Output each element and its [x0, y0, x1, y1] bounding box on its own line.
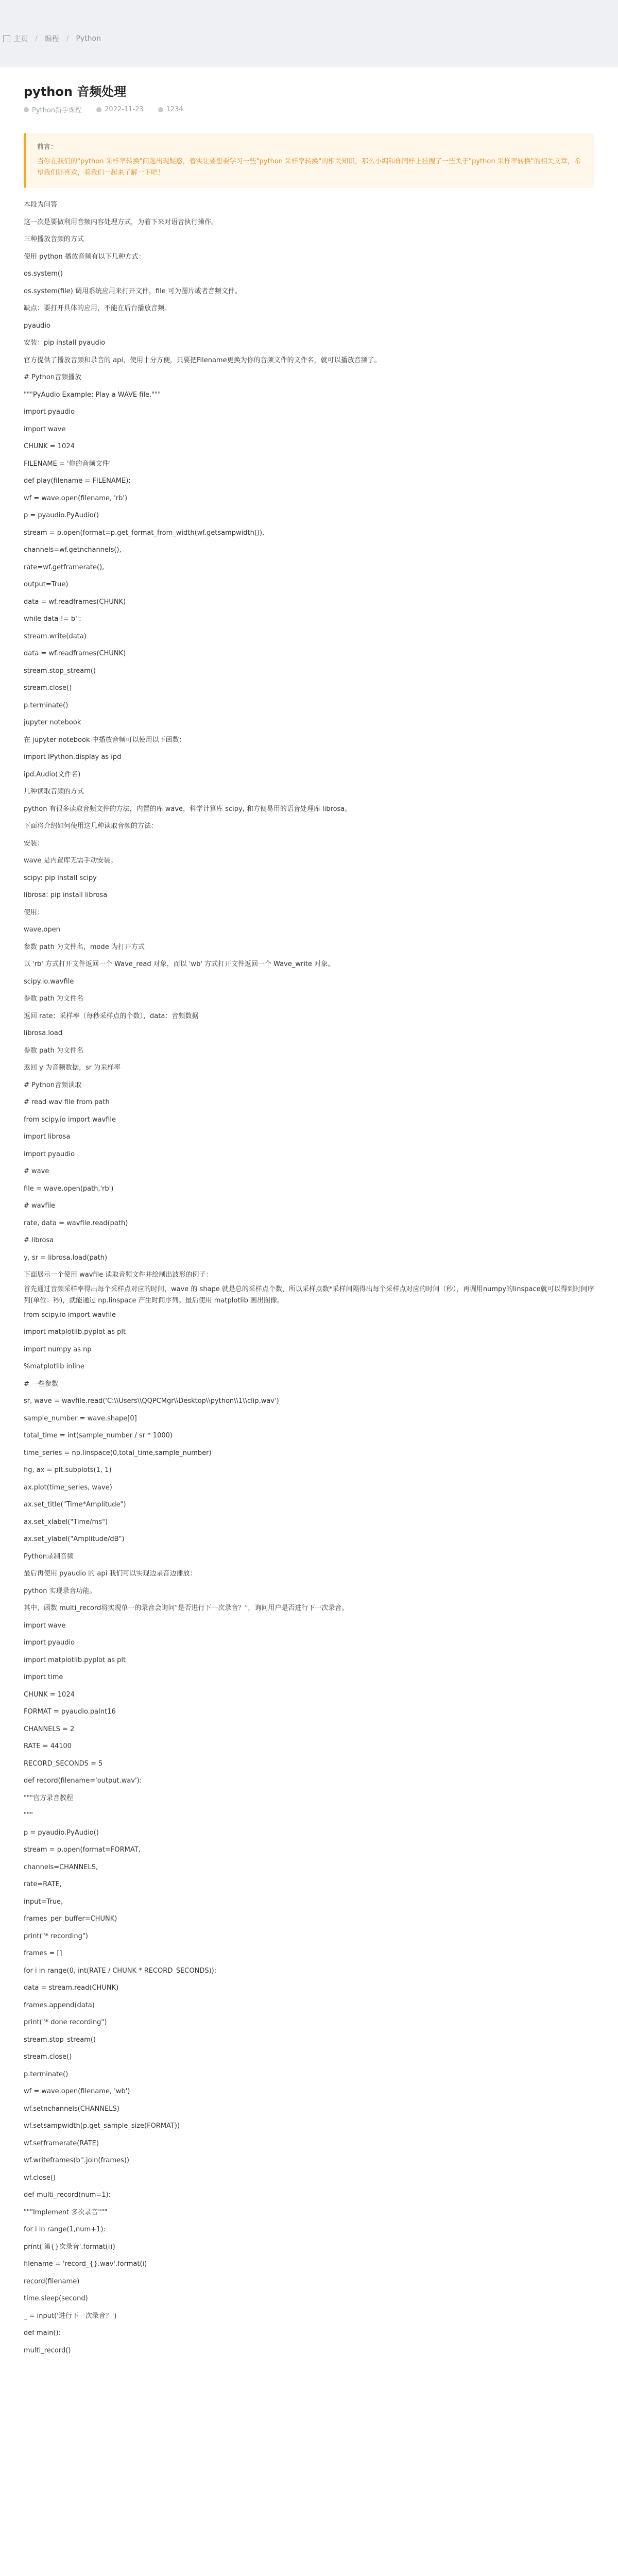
- content-line: time.sleep(second): [24, 2295, 88, 2302]
- content-line: import pyaudio: [24, 1639, 75, 1647]
- content-line: wf.close(): [24, 2174, 56, 2182]
- content-line: ax.set_xlabel("Time/ms"): [24, 1518, 108, 1526]
- content-line: stream.write(data): [24, 632, 87, 640]
- content-line: y, sr = librosa.load(path): [24, 1253, 108, 1262]
- content-line: 缺点：要打开具体的应用，不能在后台播放音频。: [24, 304, 171, 312]
- content-line: 三种播放音频的方式: [24, 235, 84, 243]
- content-line: wf.setsampwidth(p.get_sample_size(FORMAT)): [24, 2122, 180, 2130]
- content-line: print('第{}次录音'.format(i)): [24, 2243, 115, 2251]
- view-count: 1234: [166, 106, 183, 113]
- content-line: stream = p.open(format=p.get_format_from_width(wf.getsampwidth()),: [24, 529, 265, 537]
- content-line: 下面将介绍如何使用这几种读取音频的方法：: [24, 822, 158, 830]
- user-icon: [24, 107, 29, 112]
- content-line: def record(filename='output.wav'):: [24, 1777, 142, 1785]
- content-line: sr, wave = wavfile.read('C:\\Users\\QQPCMgr\\Desktop\\python\\1\\clip.wav'): [24, 1397, 279, 1405]
- content-line: rate, data = wavfile.read(path): [24, 1219, 128, 1227]
- content-line: 安装：: [24, 839, 44, 848]
- content-line: 安装：pip install pyaudio: [24, 339, 106, 347]
- content-line: def multi_record(num=1):: [24, 2191, 111, 2199]
- clock-icon: [96, 107, 101, 112]
- content-line: rate=wf.getframerate(),: [24, 563, 105, 571]
- content-line: pyaudio: [24, 321, 50, 330]
- content-line: total_time = int(sample_number / sr * 1000): [24, 1432, 173, 1439]
- content-line: stream.stop_stream(): [24, 2036, 96, 2044]
- content-line: ax.plot(time_series, wave): [24, 1483, 112, 1492]
- content-line: python 有很多读取音频文件的方法，内置的库 wave，科学计算库 scipy, 和方便易用的语音处理库 librosa。: [24, 805, 352, 813]
- content-line: wf.setframerate(RATE): [24, 2139, 99, 2147]
- content-line: stream.close(): [24, 684, 72, 692]
- content-line: p.terminate(): [24, 2070, 68, 2078]
- content-line: scipy.io.wavfile: [24, 977, 74, 986]
- content-line: 返回 rate：采样率（每秒采样点的个数），data：音频数据: [24, 1012, 199, 1020]
- content-line: file = wave.open(path,'rb'): [24, 1184, 114, 1193]
- content-line: import pyaudio: [24, 1150, 75, 1158]
- content-line: 使用 python 播放音频有以下几种方式：: [24, 252, 145, 261]
- date-item: [96, 105, 144, 114]
- content-line: record(filename): [24, 2277, 80, 2285]
- content-line: for i in range(0, int(RATE / CHUNK * RECORD_SECONDS)):: [24, 1967, 217, 1975]
- content-line: frames.append(data): [24, 2001, 95, 2009]
- content-line: rate=RATE,: [24, 1880, 62, 1888]
- content-line: 在 jupyter notebook 中播放音频可以使用以下函数：: [24, 736, 186, 744]
- content-line: # 一些参数: [24, 1380, 59, 1388]
- content-line: frames_per_buffer=CHUNK): [24, 1915, 117, 1923]
- content-line: ax.set_ylabel("Amplitude/dB"): [24, 1535, 125, 1543]
- eye-icon: [158, 107, 163, 112]
- content-line: import matplotlib.pyplot as plt: [24, 1656, 126, 1664]
- content-line: 其中，函数 multi_record将实现单一的录音会询问"是否进行下一次录音？"，询问用户是否进行下一次录音。: [24, 1604, 349, 1612]
- content-line: _ = input('进行下一次录音？'): [24, 2312, 117, 2320]
- content-line: wf = wave.open(filename, 'wb'): [24, 2088, 130, 2095]
- content-line: RECORD_SECONDS = 5: [24, 1759, 103, 1768]
- content-line: """PyAudio Example: Play a WAVE file.""": [24, 391, 161, 399]
- content-line: RATE = 44100: [24, 1742, 72, 1750]
- content-line: """: [24, 1811, 33, 1819]
- content-line: 几种读取音频的方式: [24, 788, 84, 795]
- content-line: def main():: [24, 2329, 61, 2337]
- content-line: while data != b'':: [24, 615, 81, 623]
- content-line: wf.writeframes(b''.join(frames)): [24, 2157, 129, 2164]
- content-line: data = stream.read(CHUNK): [24, 1984, 119, 1992]
- content-line: output=True): [24, 581, 68, 588]
- content-line: 这一次是要做利用音频内容处理方式，为着下来对语音执行操作。: [24, 218, 218, 226]
- content-line: wave 是内置库无需手动安装。: [24, 857, 117, 865]
- notice-greeting: 前言：: [37, 143, 58, 151]
- article-card: [0, 67, 618, 2576]
- content-line: p.terminate(): [24, 701, 68, 709]
- content-line: time_series = np.linspace(0,total_time,sample_number): [24, 1449, 212, 1457]
- content-line: fig, ax = plt.subplots(1, 1): [24, 1466, 112, 1474]
- content-line: data = wf.readframes(CHUNK): [24, 650, 126, 657]
- content-line: CHANNELS = 2: [24, 1725, 75, 1733]
- content-line: 使用：: [24, 908, 44, 917]
- content-line: ipd.Audio(文件名): [24, 770, 81, 778]
- content-line: """官方录音教程: [24, 1794, 73, 1802]
- content-line: frames = []: [24, 1950, 62, 1957]
- content-line: %matplotlib inline: [24, 1363, 84, 1370]
- content-line: # Python音频播放: [24, 374, 82, 381]
- content-line: filename = 'record_{}.wav'.format(i): [24, 2260, 147, 2268]
- content-line: python 实现录音功能。: [24, 1587, 96, 1595]
- author-name[interactable]: Python新手课程: [32, 107, 82, 114]
- content-line: import time: [24, 1673, 63, 1681]
- content-line: librosa: pip install librosa: [24, 891, 108, 899]
- content-line: 以 'rb' 方式打开文件返回一个 Wave_read 对象，而以 'wb' 方式打开文件返回一个 Wave_write 对象。: [24, 960, 335, 968]
- content-line: wf = wave.open(filename, 'rb'): [24, 494, 128, 502]
- article-meta: [24, 105, 594, 114]
- content-line: channels=wf.getnchannels(),: [24, 546, 122, 554]
- content-line: 本段为问答: [24, 201, 58, 209]
- content-line: # read wav file from path: [24, 1098, 110, 1106]
- content-line: jupyter notebook: [24, 719, 81, 726]
- content-line: os.system(): [24, 270, 63, 278]
- content-line: stream.stop_stream(): [24, 667, 96, 675]
- content-line: CHUNK = 1024: [24, 443, 75, 450]
- breadcrumb-category[interactable]: 编程: [44, 35, 59, 43]
- content-line: wave.open: [24, 926, 60, 934]
- article-content: [24, 196, 594, 2359]
- content-line: # Python音频读取: [24, 1081, 82, 1089]
- author-item: [24, 105, 82, 114]
- content-line: os.system(file) 调用系统应用来打开文件，file 可为图片或者音频文件。: [24, 287, 242, 295]
- content-line: FILENAME = '你的音频文件': [24, 460, 111, 468]
- content-line: print("* recording"): [24, 1932, 88, 1940]
- views-item: [158, 105, 183, 114]
- content-line: # librosa: [24, 1236, 54, 1244]
- content-line: multi_record(): [24, 2346, 71, 2354]
- content-line: import pyaudio: [24, 408, 75, 416]
- content-line: import matplotlib.pyplot as plt: [24, 1328, 126, 1336]
- home-icon: [3, 35, 10, 42]
- content-line: 参数 path 为文件名: [24, 1046, 83, 1055]
- content-line: FORMAT = pyaudio.paInt16: [24, 1708, 116, 1716]
- content-line: for i in range(1,num+1):: [24, 2226, 106, 2233]
- content-line: ax.set_title("Time*Amplitude"): [24, 1501, 126, 1509]
- content-line: import IPython.display as ipd: [24, 753, 122, 761]
- content-line: # wavfile: [24, 1202, 56, 1210]
- breadcrumb-subcategory[interactable]: Python: [76, 35, 101, 43]
- breadcrumb: [0, 28, 618, 49]
- content-line: 最后再使用 pyaudio 的 api 我们可以实现边录音边播放：: [24, 1570, 197, 1578]
- content-line: Python录制音频: [24, 1552, 74, 1561]
- content-line: p = pyaudio.PyAudio(): [24, 512, 99, 519]
- content-line: 参数 path 为文件名，mode 为打开方式: [24, 943, 145, 951]
- content-line: stream.close(): [24, 2053, 72, 2061]
- content-line: import librosa: [24, 1133, 71, 1141]
- content-line: 参数 path 为文件名: [24, 995, 83, 1003]
- publish-date: 2022-11-23: [105, 106, 144, 113]
- content-line: input=True,: [24, 1897, 63, 1906]
- content-line: p = pyaudio.PyAudio(): [24, 1828, 99, 1837]
- content-line: librosa.load: [24, 1029, 63, 1037]
- content-line: stream = p.open(format=FORMAT,: [24, 1846, 141, 1854]
- content-line: sample_number = wave.shape[0]: [24, 1414, 137, 1422]
- content-line: channels=CHANNELS,: [24, 1863, 98, 1871]
- content-line: print("* done recording"): [24, 2019, 107, 2026]
- content-line: # wave: [24, 1167, 49, 1175]
- content-line: import numpy as np: [24, 1345, 92, 1353]
- content-line: from scipy.io import wavfile: [24, 1311, 116, 1319]
- content-line: 返回 y 为音频数据，sr 为采样率: [24, 1064, 121, 1072]
- content-line: 首先通过音频采样率得出每个采样点对应的时间，wave 的 shape 就是总的采样点个数，所以采样点数*采样间隔得出每个采样点对应的时间（秒），再调用numpy的linspace就可以得到时间序列(单位：秒)，就能通过 np.linspace 产生时间序列。最后使用 matplotlib 画出图像。: [24, 1285, 594, 1304]
- content-line: import wave: [24, 1621, 66, 1630]
- notice-box: [24, 133, 594, 188]
- content-line: def play(filename = FILENAME):: [24, 477, 131, 485]
- content-line: wf.setnchannels(CHANNELS): [24, 2105, 119, 2113]
- breadcrumb-home[interactable]: 主页: [13, 35, 28, 43]
- content-line: """Implement 多次录音""": [24, 2208, 108, 2216]
- content-line: 下面展示一个使用 wavfile 读取音频文件并绘制出波形的例子：: [24, 1271, 213, 1279]
- breadcrumb-separator: /: [66, 35, 69, 43]
- content-line: import wave: [24, 425, 66, 433]
- content-line: CHUNK = 1024: [24, 1690, 75, 1699]
- content-line: 官方提供了播放音频和录音的 api，使用十分方便，只要把Filename更换为你的音频文件的文件名，就可以播放音频了。: [24, 356, 381, 364]
- content-line: data = wf.readframes(CHUNK): [24, 598, 126, 606]
- article-title: python 音频处理: [24, 84, 127, 99]
- content-line: from scipy.io import wavfile: [24, 1115, 116, 1124]
- breadcrumb-separator: /: [35, 35, 38, 43]
- notice-body: 当你在我们的"python 采样率转换"问题出现疑惑，着实让要想要学习一些"python 采样率转换"的相关知识，那么小编和你同样上挂搜了一些关于"python 采样率转换"的相关文章，希望我们能喜欢，着我们一起来了解一下吧！: [37, 158, 581, 177]
- content-line: scipy: pip install scipy: [24, 874, 97, 882]
